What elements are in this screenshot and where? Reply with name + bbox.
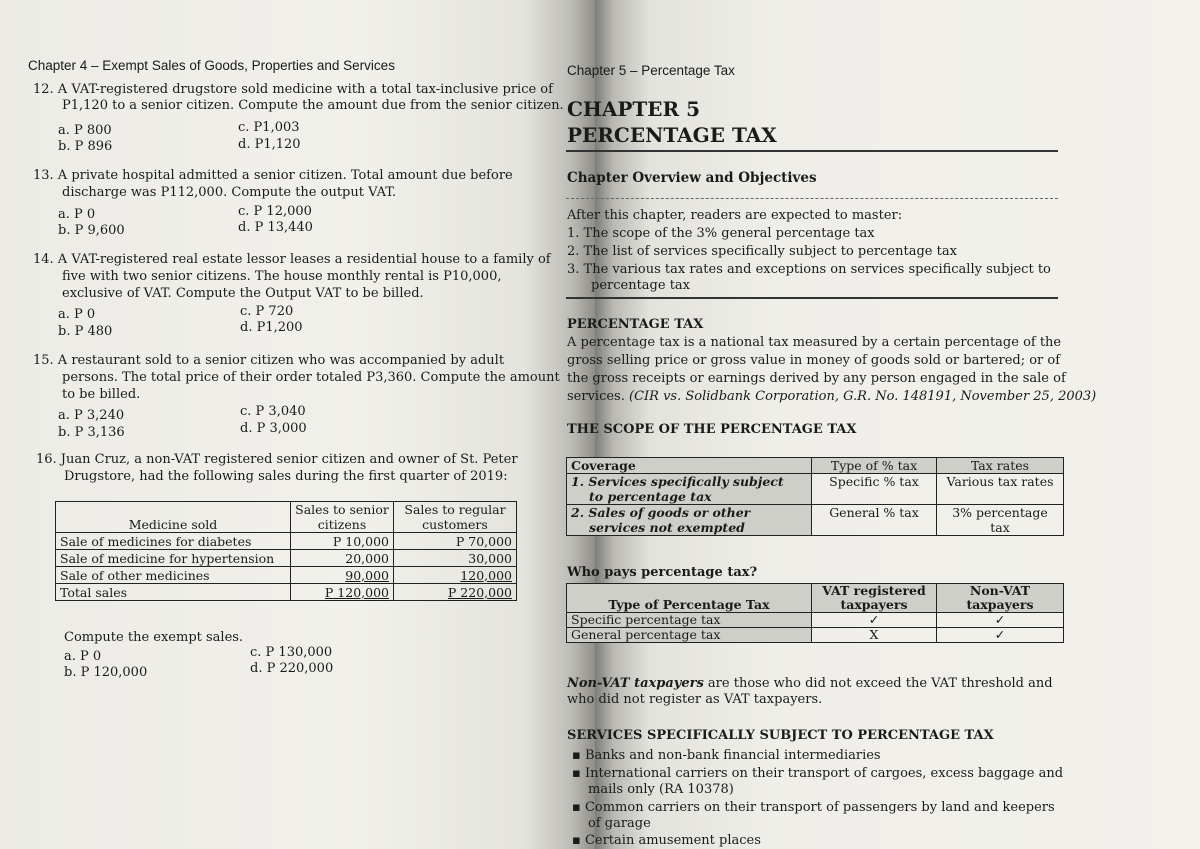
- definition-line: [567, 389, 1096, 405]
- table-row: [567, 474, 1064, 505]
- scope-heading: THE SCOPE OF THE PERCENTAGE TAX: [567, 422, 857, 437]
- choice-a: a. P 0: [58, 207, 96, 222]
- choice-b: b. P 120,000: [64, 665, 148, 680]
- who-pays-table: [566, 583, 1064, 643]
- choice-a: a. P 0: [64, 649, 102, 664]
- table-row: [56, 533, 517, 550]
- definition-line: the gross receipts or earnings derived by any person engaged in the sale of: [567, 371, 1066, 386]
- table-header-regular: Sales to regular customers: [394, 502, 517, 533]
- question-text: Compute the exempt sales.: [64, 630, 244, 645]
- case-citation: (CIR vs. Solidbank Corporation, G.R. No. 148191, November 25, 2003): [629, 389, 1097, 404]
- list-item: ▪ Common carriers on their transport of passengers by land and keepers: [572, 800, 1055, 815]
- definition-line: gross selling price or gross value in money of goods sold or bartered; or of: [567, 353, 1061, 368]
- table-cell: Sale of medicine for hypertension: [56, 550, 291, 567]
- table-row: [56, 550, 517, 567]
- table-cell: P 120,000: [291, 584, 394, 601]
- list-item: ▪ Certain amusement places: [572, 833, 761, 848]
- check-icon: ✓: [937, 613, 1064, 628]
- question-text: 13. A private hospital admitted a senior citizen. Total amount due before: [33, 168, 513, 183]
- question-text: 14. A VAT-registered real estate lessor leases a residential house to a family of: [33, 252, 551, 267]
- question-text: to be billed.: [62, 387, 141, 402]
- table-header-type: Type of % tax: [812, 458, 937, 474]
- table-cell: 120,000: [394, 567, 517, 584]
- section-divider: [566, 198, 1058, 199]
- table-header-senior: Sales to senior citizens: [291, 502, 394, 533]
- choice-b: b. P 480: [58, 324, 113, 339]
- table-cell: Sale of other medicines: [56, 567, 291, 584]
- nonvat-term: Non-VAT taxpayers: [567, 676, 704, 691]
- table-row: [567, 628, 1064, 643]
- table-cell: 2. Sales of goods or other services not exempted: [567, 505, 812, 536]
- definition-text: services.: [567, 389, 629, 404]
- table-cell: Total sales: [56, 584, 291, 601]
- table-row-total: [56, 584, 517, 601]
- choice-a: a. P 0: [58, 307, 96, 322]
- table-cell: General % tax: [812, 505, 937, 536]
- table-header-row: [567, 458, 1064, 474]
- percentage-tax-heading: PERCENTAGE TAX: [567, 317, 704, 332]
- choice-c: c. P 3,040: [240, 404, 306, 419]
- question-text: discharge was P112,000. Compute the output VAT.: [62, 185, 397, 200]
- list-item: ▪ Banks and non-bank financial intermediaries: [572, 748, 881, 763]
- bullet-icon: ▪: [572, 766, 585, 781]
- table-header-medicine: Medicine sold: [56, 502, 291, 533]
- table-row: [567, 505, 1064, 536]
- table-cell: P 70,000: [394, 533, 517, 550]
- table-cell: P 10,000: [291, 533, 394, 550]
- chapter-number: CHAPTER 5: [567, 97, 700, 121]
- bullet-icon: ▪: [572, 800, 585, 815]
- choice-d: d. P 13,440: [238, 220, 313, 235]
- question-text: five with two senior citizens. The house monthly rental is P10,000,: [62, 269, 502, 284]
- objective-2: 2. The list of services specifically subject to percentage tax: [567, 244, 957, 259]
- left-page: [0, 0, 595, 849]
- services-heading: SERVICES SPECIFICALLY SUBJECT TO PERCENTAGE TAX: [567, 728, 994, 743]
- table-header-row: [56, 502, 517, 533]
- choice-c: c. P 12,000: [238, 204, 312, 219]
- table-cell: Specific percentage tax: [567, 613, 812, 628]
- question-text: 12. A VAT-registered drugstore sold medicine with a total tax-inclusive price of: [33, 82, 553, 97]
- right-page-header: Chapter 5 – Percentage Tax: [567, 63, 735, 78]
- overview-heading: Chapter Overview and Objectives: [567, 170, 817, 186]
- table-cell: Various tax rates: [937, 474, 1064, 505]
- table-header-nonvat: Non-VAT taxpayers: [937, 584, 1064, 613]
- table-header-rates: Tax rates: [937, 458, 1064, 474]
- intro-text: After this chapter, readers are expected to master:: [567, 208, 903, 223]
- question-text: exclusive of VAT. Compute the Output VAT to be billed.: [62, 286, 424, 301]
- definition-line: A percentage tax is a national tax measured by a certain percentage of the: [567, 335, 1062, 350]
- question-text: 16. Juan Cruz, a non-VAT registered senior citizen and owner of St. Peter: [36, 452, 518, 467]
- who-pays-heading: Who pays percentage tax?: [567, 565, 758, 580]
- table-row: [567, 613, 1064, 628]
- objective-1: 1. The scope of the 3% general percentage tax: [567, 226, 875, 241]
- objective-3-continued: percentage tax: [591, 278, 691, 293]
- choice-d: d. P 220,000: [250, 661, 334, 676]
- choice-c: c. P1,003: [238, 120, 300, 135]
- choice-a: a. P 3,240: [58, 408, 125, 423]
- title-rule: [566, 150, 1058, 152]
- nonvat-text: are those who did not exceed the VAT threshold and: [703, 676, 1053, 691]
- question-text: Drugstore, had the following sales during the first quarter of 2019:: [64, 469, 508, 484]
- list-item: ▪ International carriers on their transport of cargoes, excess baggage and: [572, 766, 1064, 781]
- choice-a: a. P 800: [58, 123, 112, 138]
- question-text: P1,120 to a senior citizen. Compute the amount due from the senior citizen.: [62, 98, 564, 113]
- choice-d: d. P 3,000: [240, 421, 307, 436]
- choice-b: b. P 896: [58, 139, 113, 154]
- question-text: 15. A restaurant sold to a senior citizen who was accompanied by adult: [33, 353, 505, 368]
- table-cell: 1. Services specifically subject to percentage tax: [567, 474, 812, 505]
- table-header-coverage: Coverage: [567, 458, 812, 474]
- choice-b: b. P 3,136: [58, 425, 125, 440]
- list-item-continued: mails only (RA 10378): [588, 782, 734, 797]
- nonvat-definition-line2: who did not register as VAT taxpayers.: [567, 692, 823, 707]
- cross-icon: X: [812, 628, 937, 643]
- choice-d: d. P1,120: [238, 137, 301, 152]
- choice-c: c. P 720: [240, 304, 294, 319]
- left-page-header: Chapter 4 – Exempt Sales of Goods, Properties and Services: [28, 58, 395, 73]
- chapter-title: PERCENTAGE TAX: [567, 123, 777, 147]
- table-header-type: Type of Percentage Tax: [567, 584, 812, 613]
- nonvat-definition: [567, 676, 1053, 692]
- table-cell: P 220,000: [394, 584, 517, 601]
- table-cell: 30,000: [394, 550, 517, 567]
- table-row: [56, 567, 517, 584]
- list-item-continued: of garage: [588, 816, 651, 831]
- table-cell: 3% percentage tax: [937, 505, 1064, 536]
- table-cell: 90,000: [291, 567, 394, 584]
- table-header-row: [567, 584, 1064, 613]
- choice-b: b. P 9,600: [58, 223, 125, 238]
- scope-table: [566, 457, 1064, 536]
- table-cell: Specific % tax: [812, 474, 937, 505]
- bullet-icon: ▪: [572, 833, 585, 848]
- table-header-vat: VAT registered taxpayers: [812, 584, 937, 613]
- objective-3: 3. The various tax rates and exceptions on services specifically subject to: [567, 262, 1051, 277]
- choice-d: d. P1,200: [240, 320, 303, 335]
- check-icon: ✓: [937, 628, 1064, 643]
- table-cell: Sale of medicines for diabetes: [56, 533, 291, 550]
- check-icon: ✓: [812, 613, 937, 628]
- choice-c: c. P 130,000: [250, 645, 333, 660]
- question-text: persons. The total price of their order totaled P3,360. Compute the amount: [62, 370, 560, 385]
- bullet-icon: ▪: [572, 748, 585, 763]
- sales-table: [55, 501, 517, 601]
- table-cell: 20,000: [291, 550, 394, 567]
- table-cell: General percentage tax: [567, 628, 812, 643]
- section-divider: [566, 297, 1058, 299]
